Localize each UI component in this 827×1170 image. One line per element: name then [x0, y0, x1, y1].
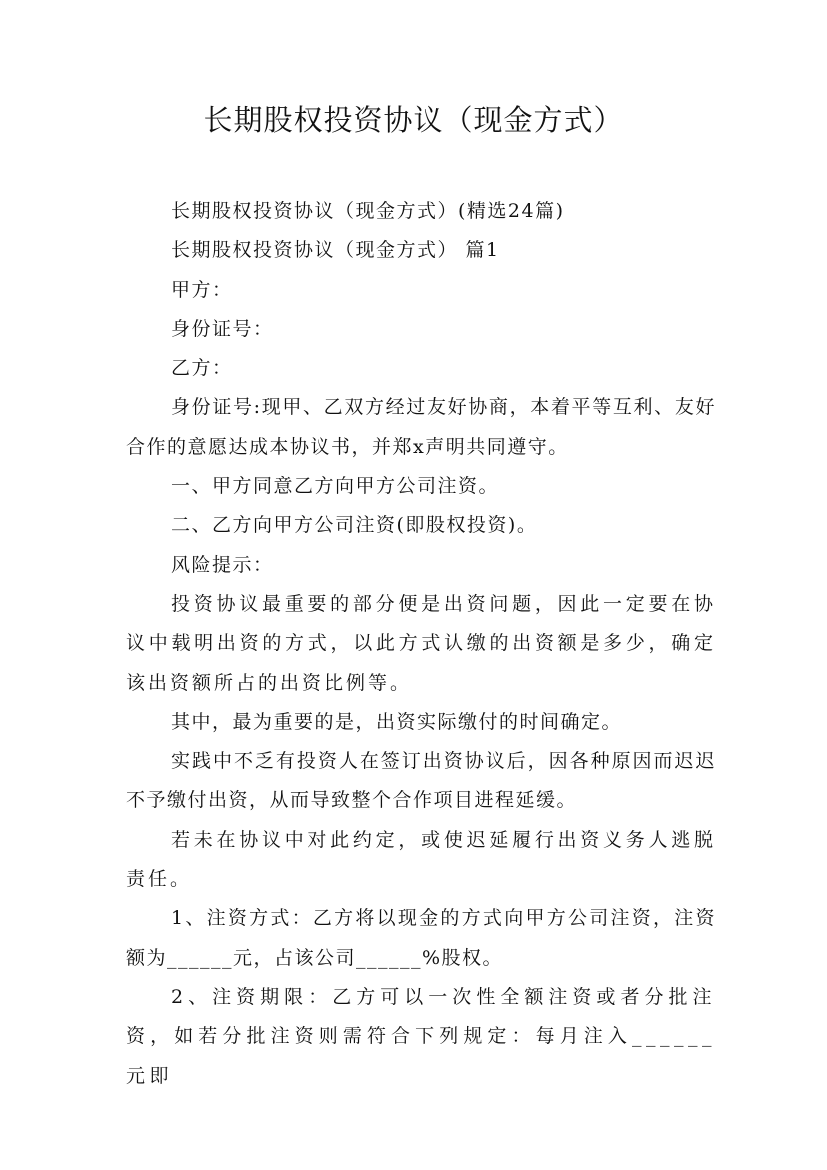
paragraph-clause-two: 二、乙方向甲方公司注资(即股权投资)。	[171, 514, 538, 537]
paragraph-party-b: 乙方：	[171, 357, 233, 380]
paragraph-subtitle: 长期股权投资协议（现金方式）(精选24篇)	[171, 200, 565, 222]
paragraph-capital-method: 1、注资方式：乙方将以现金的方式向甲方公司注资，注资额为______元，占该公司______%股权。	[126, 907, 716, 969]
paragraph-risk-heading: 风险提示：	[171, 553, 274, 576]
document-body	[126, 192, 716, 1096]
paragraph-risk-investment: 投资协议最重要的部分便是出资问题，因此一定要在协议中载明出资的方式，以此方式认缴的出资额是多少，确定该出资额所占的出资比例等。	[126, 592, 716, 694]
paragraph-id-number-b: 身份证号:现甲、乙双方经过友好协商，本着平等互利、友好合作的意愿达成本协议书，并郑x声明共同遵守。	[126, 396, 716, 458]
paragraph-section-heading: 长期股权投资协议（现金方式） 篇1	[171, 239, 500, 262]
paragraph-risk-liability: 若未在协议中对此约定，或使迟延履行出资义务人逃脱责任。	[126, 828, 716, 891]
paragraph-party-a: 甲方：	[171, 278, 233, 301]
paragraph-risk-payment-time: 其中，最为重要的是，出资实际缴付的时间确定。	[171, 710, 623, 733]
paragraph-id-number-a: 身份证号：	[171, 317, 274, 340]
paragraph-risk-delay: 实践中不乏有投资人在签订出资协议后，因各种原因而迟迟不予缴付出资，从而导致整个合作项目进程延缓。	[126, 750, 716, 812]
paragraph-capital-period: 2、注资期限：乙方可以一次性全额注资或者分批注资，如若分批注资则需符合下列规定：每月注入______元即	[126, 985, 716, 1087]
document-title: 长期股权投资协议（现金方式）	[203, 103, 624, 137]
paragraph-clause-one: 一、甲方同意乙方向甲方公司注资。	[171, 475, 500, 498]
